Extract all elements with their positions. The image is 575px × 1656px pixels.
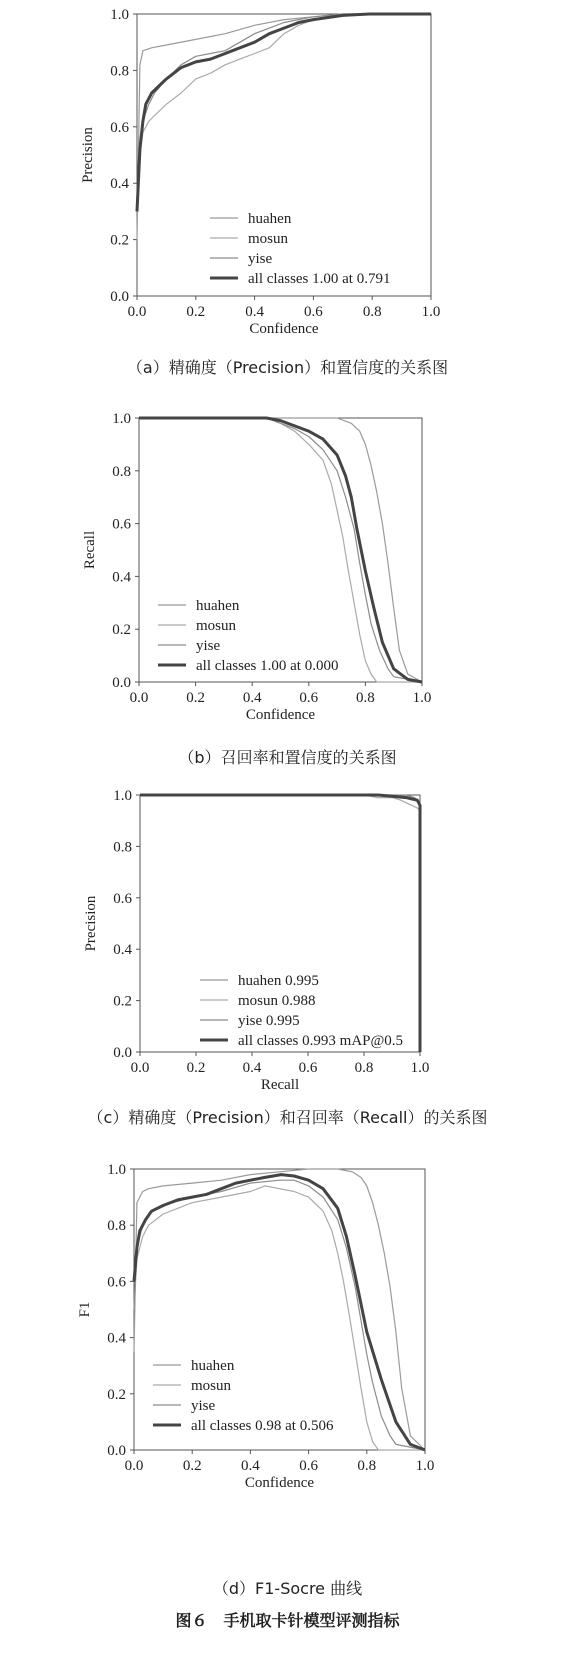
legend-label-0: huahen 0.995 <box>238 973 319 989</box>
x-axis-label: Recall <box>260 1077 300 1093</box>
x-tick-label: 0.8 <box>356 690 375 706</box>
legend-label-1: mosun <box>196 618 237 634</box>
x-tick-label: 0.4 <box>242 1060 262 1076</box>
y-tick-label: 0.4 <box>113 942 132 959</box>
y-axis-label: Precision <box>83 895 99 952</box>
caption-d: （d）F1-Socre 曲线 <box>212 1579 363 1598</box>
y-tick-label: 0.4 <box>112 569 131 586</box>
y-axis-label: F1 <box>77 1301 93 1318</box>
y-tick-label: 0.8 <box>112 463 131 480</box>
x-tick-label: 0.0 <box>127 304 147 320</box>
caption-a: （a）精确度（Precision）和置信度的关系图 <box>126 358 449 377</box>
legend-label-2: yise <box>196 638 221 654</box>
x-tick-label: 0.0 <box>129 690 149 706</box>
legend-label-2: yise <box>248 251 273 267</box>
y-tick-label: 0.6 <box>110 119 129 136</box>
series-line-0 <box>134 1169 425 1450</box>
plot-frame <box>134 1169 425 1450</box>
y-tick-label: 0.0 <box>110 289 129 305</box>
legend-label-3: all classes 0.98 at 0.506 <box>191 1418 334 1434</box>
y-tick-label: 0.6 <box>112 516 131 533</box>
x-tick-label: 0.6 <box>299 1458 318 1474</box>
y-tick-label: 0.2 <box>113 993 132 1010</box>
x-tick-label: 0.2 <box>182 1458 202 1474</box>
legend-label-3: all classes 0.993 mAP@0.5 <box>238 1033 404 1049</box>
x-tick-label: 0.8 <box>362 304 382 320</box>
legend-label-0: huahen <box>191 1358 235 1374</box>
y-tick-label: 0.2 <box>112 622 131 639</box>
y-axis-label: Precision <box>80 127 96 183</box>
plot-frame <box>139 418 422 682</box>
y-axis-label: Recall <box>82 530 98 570</box>
x-tick-label: 0.6 <box>298 1060 318 1076</box>
y-tick-label: 0.2 <box>107 1386 126 1403</box>
series-line-1 <box>139 418 422 682</box>
y-tick-label: 0.6 <box>107 1274 126 1291</box>
legend-label-1: mosun 0.988 <box>238 993 316 1009</box>
x-tick-label: 0.6 <box>299 690 319 706</box>
x-axis-label: Confidence <box>245 707 316 723</box>
legend-label-0: huahen <box>248 211 292 227</box>
legend-label-1: mosun <box>248 231 289 247</box>
y-tick-label: 0.2 <box>110 232 129 249</box>
y-tick-label: 0.0 <box>107 1443 126 1459</box>
caption-b: （b）召回率和置信度的关系图 <box>178 748 397 767</box>
x-tick-label: 0.4 <box>242 690 262 706</box>
y-tick-label: 0.4 <box>110 176 129 193</box>
chart-c <box>0 775 575 1105</box>
series-line-2 <box>134 1180 425 1450</box>
y-tick-label: 0.4 <box>107 1330 126 1347</box>
legend-label-2: yise 0.995 <box>238 1013 300 1029</box>
y-tick-label: 1.0 <box>107 1162 126 1178</box>
series-line-3 <box>139 418 422 682</box>
series-line-2 <box>139 418 422 682</box>
y-tick-label: 1.0 <box>110 7 129 23</box>
legend-label-3: all classes 1.00 at 0.791 <box>248 271 391 287</box>
y-tick-label: 0.8 <box>110 63 129 80</box>
series-line-3 <box>137 14 431 211</box>
figure-caption: 图６ 手机取卡针模型评测指标 <box>175 1611 400 1630</box>
x-tick-label: 0.2 <box>186 690 205 706</box>
x-tick-label: 0.0 <box>130 1060 150 1076</box>
x-tick-label: 0.2 <box>186 1060 206 1076</box>
y-tick-label: 1.0 <box>112 411 131 427</box>
x-tick-label: 0.0 <box>124 1458 144 1474</box>
series-line-0 <box>137 14 431 240</box>
y-tick-label: 0.0 <box>112 675 131 691</box>
caption-c: （c）精确度（Precision）和召回率（Recall）的关系图 <box>87 1108 488 1127</box>
x-axis-label: Confidence <box>249 321 319 337</box>
legend-label-0: huahen <box>196 598 240 614</box>
chart-b <box>0 400 575 730</box>
y-tick-label: 1.0 <box>113 788 132 804</box>
legend-label-1: mosun <box>191 1378 232 1394</box>
chart-a <box>0 0 575 350</box>
x-tick-label: 0.4 <box>241 1458 260 1474</box>
x-tick-label: 0.8 <box>354 1060 374 1076</box>
plot-frame <box>137 14 431 296</box>
x-tick-label: 0.4 <box>245 304 264 320</box>
y-tick-label: 0.8 <box>113 839 132 856</box>
x-tick-label: 0.6 <box>304 304 323 320</box>
series-line-3 <box>134 1175 425 1450</box>
series-line-1 <box>134 1186 425 1450</box>
series-line-0 <box>139 418 422 682</box>
series-line-2 <box>137 14 431 197</box>
x-axis-label: Confidence <box>244 1475 315 1491</box>
x-tick-label: 0.8 <box>357 1458 377 1474</box>
x-tick-label: 0.2 <box>186 304 206 320</box>
y-tick-label: 0.6 <box>113 890 132 907</box>
legend-label-2: yise <box>191 1398 216 1414</box>
series-line-1 <box>137 14 431 211</box>
y-tick-label: 0.8 <box>107 1218 126 1235</box>
x-tick-label: 1.0 <box>410 1060 430 1076</box>
y-tick-label: 0.0 <box>113 1045 132 1061</box>
x-tick-label: 1.0 <box>412 690 432 706</box>
x-tick-label: 1.0 <box>421 304 441 320</box>
chart-d <box>0 1150 575 1570</box>
x-tick-label: 1.0 <box>415 1458 435 1474</box>
legend-label-3: all classes 1.00 at 0.000 <box>196 658 339 674</box>
